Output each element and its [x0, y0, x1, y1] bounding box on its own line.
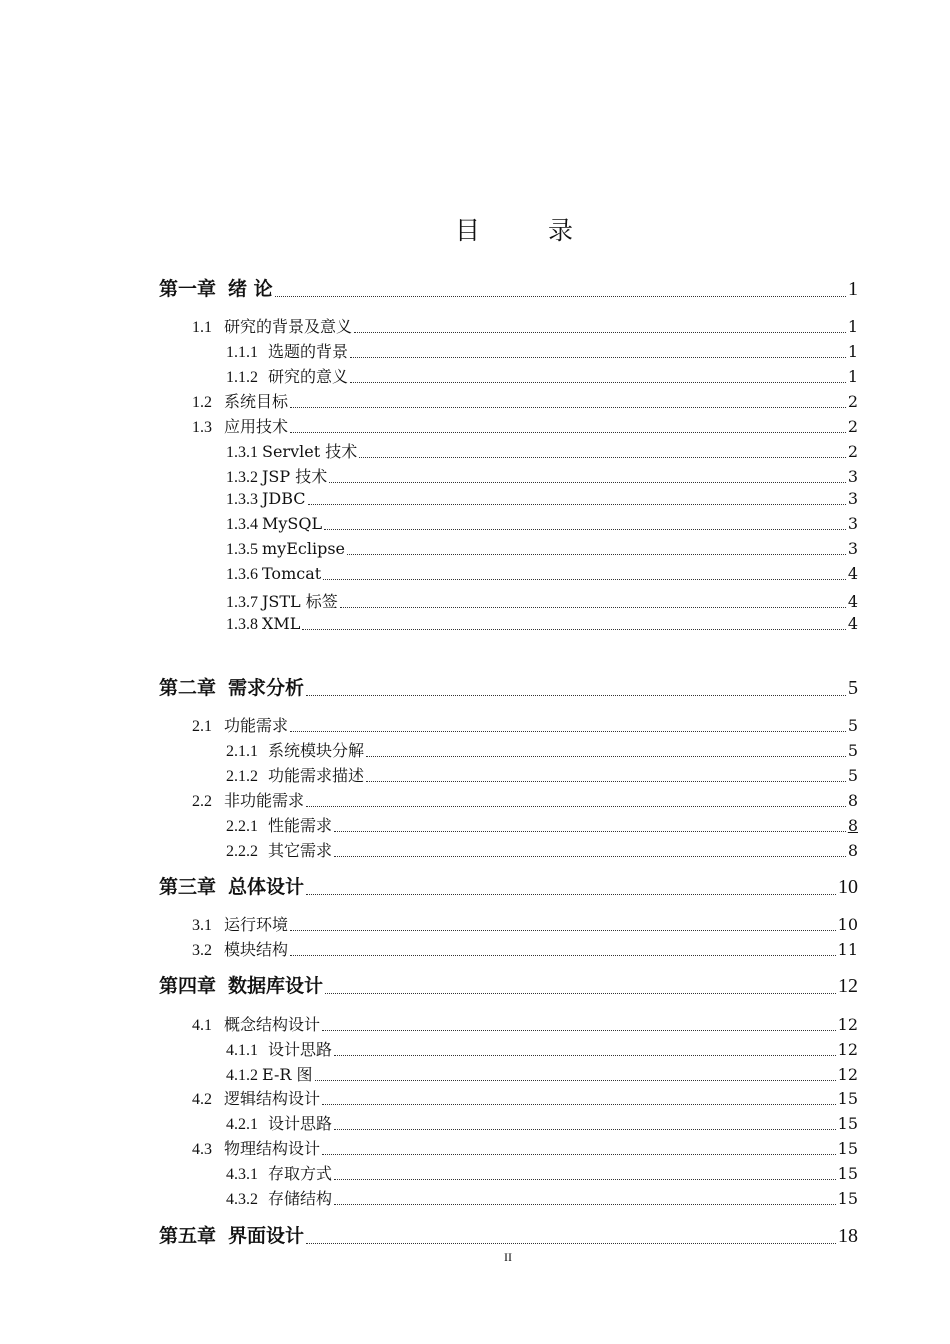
dot-leader: [366, 756, 846, 757]
toc-entry-page: 15: [837, 1114, 858, 1133]
toc-entry-number: 1.1.1: [226, 344, 258, 361]
page-number: II: [504, 1250, 512, 1264]
toc-entry-page: 4: [847, 564, 858, 583]
toc-entry-page: 8: [847, 791, 858, 810]
toc-entry-label: 选题的背景: [268, 342, 349, 361]
toc-entry-page: 8: [847, 841, 858, 860]
toc-section-3-2[interactable]: [192, 937, 858, 960]
toc-entry-label: 功能需求描述: [268, 766, 365, 785]
toc-subsection-4-1-1[interactable]: [226, 1037, 858, 1060]
dot-leader: [290, 930, 836, 931]
toc-subsection-1-3-5[interactable]: [226, 539, 858, 559]
toc-entry-page: 10: [837, 915, 858, 934]
toc-subsection-1-3-2[interactable]: [226, 464, 858, 487]
toc-entry-number: 1.3.8: [226, 616, 258, 633]
toc-subsection-1-1-1[interactable]: [226, 339, 858, 362]
toc-entry-label: JSTL 标签: [262, 592, 338, 611]
toc-entry-page: 5: [847, 741, 858, 760]
toc-entry-label: 存取方式: [268, 1164, 333, 1183]
toc-entry-number: 第三章: [159, 876, 217, 898]
toc-entry-number: 1.3.2: [226, 469, 258, 486]
toc-entry-label: 绪 论: [228, 278, 273, 300]
toc-section-4-1[interactable]: [192, 1012, 858, 1035]
dot-leader: [334, 1055, 836, 1056]
toc-entry-label: 系统目标: [224, 392, 289, 411]
toc-subsection-4-3-1[interactable]: [226, 1161, 858, 1184]
toc-entry-number: 1.1.2: [226, 369, 258, 386]
toc-entry-number: 4.2.1: [226, 1116, 258, 1133]
toc-section-2-1[interactable]: [192, 713, 858, 736]
toc-entry-label: Servlet 技术: [262, 442, 358, 461]
toc-subsection-4-3-2[interactable]: [226, 1186, 858, 1209]
toc-entry-page: 5: [848, 677, 858, 699]
toc-entry-label: E-R 图: [262, 1065, 313, 1084]
toc-entry-label: 系统模块分解: [268, 741, 365, 760]
toc-entry-label: 物理结构设计: [224, 1139, 321, 1158]
toc-subsection-2-2-1[interactable]: [226, 813, 858, 836]
toc-entry-label: Tomcat: [262, 564, 322, 583]
toc-entry-page: 2: [847, 392, 858, 411]
toc-entry-number: 1.3.4: [226, 516, 258, 533]
dot-leader: [347, 554, 846, 555]
toc-entry-label: 界面设计: [228, 1225, 305, 1247]
toc-subsection-1-3-1[interactable]: [226, 439, 858, 462]
toc-entry-page: 5: [847, 766, 858, 785]
dot-leader: [302, 629, 845, 630]
toc-entry-number: 1.2: [192, 394, 212, 411]
dot-leader: [325, 993, 836, 994]
toc-entry-page: 10: [838, 876, 858, 898]
toc-chapter-3[interactable]: [159, 872, 858, 899]
dot-leader: [354, 332, 846, 333]
toc-entry-label: 其它需求: [268, 841, 333, 860]
toc-entry-page: 2: [847, 417, 858, 436]
toc-subsection-1-3-7[interactable]: [226, 589, 858, 612]
toc-subsection-4-1-2[interactable]: [226, 1062, 858, 1085]
toc-entry-number: 2.2.2: [226, 843, 258, 860]
toc-entry-page: 5: [847, 716, 858, 735]
toc-chapter-4[interactable]: [159, 971, 858, 998]
toc-entry-page: 3: [847, 489, 858, 508]
toc-entry-label: 研究的背景及意义: [224, 317, 353, 336]
toc-entry-number: 2.2.1: [226, 818, 258, 835]
toc-entry-page: 15: [837, 1189, 858, 1208]
toc-entry-number: 1.3.5: [226, 541, 258, 558]
toc-entry-label: JDBC: [262, 489, 306, 508]
toc-section-3-1[interactable]: [192, 912, 858, 935]
dot-leader: [334, 1179, 836, 1180]
dot-leader: [306, 894, 836, 895]
dot-leader: [275, 296, 846, 297]
toc-entry-number: 1.3.7: [226, 594, 258, 611]
toc-entry-number: 1.1: [192, 319, 212, 336]
dot-leader: [315, 1080, 836, 1081]
toc-chapter-1[interactable]: [159, 274, 858, 301]
toc-entry-number: 第五章: [159, 1225, 217, 1247]
dot-leader: [334, 1204, 836, 1205]
toc-entry-number: 3.2: [192, 942, 212, 959]
toc-entry-page: 3: [847, 467, 858, 486]
toc-entry-number: 1.3.6: [226, 566, 258, 583]
toc-subsection-1-1-2[interactable]: [226, 364, 858, 387]
toc-subsection-4-2-1[interactable]: [226, 1111, 858, 1134]
toc-entry-number: 2.2: [192, 793, 212, 810]
toc-entry-number: 2.1: [192, 718, 212, 735]
toc-entry-page: 12: [838, 975, 858, 997]
toc-entry-label: 研究的意义: [268, 367, 349, 386]
toc-entry-page: 11: [837, 940, 858, 959]
toc-entry-label: 总体设计: [228, 876, 305, 898]
toc-entry-page: 4: [847, 592, 858, 611]
toc-entry-page: 1: [848, 278, 858, 300]
dot-leader: [290, 432, 846, 433]
dot-leader: [329, 482, 846, 483]
toc-entry-page: 15: [837, 1139, 858, 1158]
toc-entry-label: 功能需求: [224, 716, 289, 735]
dot-leader: [322, 1104, 836, 1105]
toc-entry-number: 4.1.1: [226, 1042, 258, 1059]
toc-entry-number: 4.3.1: [226, 1166, 258, 1183]
dot-leader: [334, 831, 846, 832]
toc-chapter-5[interactable]: [159, 1221, 858, 1248]
toc-entry-label: 非功能需求: [224, 791, 305, 810]
toc-subsection-1-3-3[interactable]: [226, 489, 858, 509]
toc-entry-page: 12: [837, 1015, 858, 1034]
dot-leader: [308, 504, 846, 505]
dot-leader: [323, 579, 846, 580]
toc-entry-page: 2: [847, 442, 858, 461]
dot-leader: [306, 695, 846, 696]
toc-title: 目 录: [455, 216, 603, 245]
toc-entry-number: 第二章: [159, 677, 217, 699]
dot-leader: [350, 382, 846, 383]
toc-entry-page: 3: [847, 539, 858, 558]
dot-leader: [366, 781, 846, 782]
toc-section-2-2[interactable]: [192, 788, 858, 811]
toc-entry-label: 性能需求: [268, 816, 333, 835]
toc-entry-number: 4.3.2: [226, 1191, 258, 1208]
dot-leader: [334, 1129, 836, 1130]
toc-entry-page: 8: [847, 816, 858, 835]
toc-entry-label: 逻辑结构设计: [224, 1089, 321, 1108]
dot-leader: [306, 1243, 836, 1244]
toc-entry-label: 设计思路: [268, 1040, 333, 1059]
dot-leader: [322, 1030, 836, 1031]
toc-entry-label: 需求分析: [228, 677, 305, 699]
toc-entry-label: 运行环境: [224, 915, 289, 934]
toc-entry-number: 1.3.1: [226, 444, 258, 461]
toc-section-4-2[interactable]: [192, 1086, 858, 1109]
toc-chapter-2[interactable]: [159, 673, 858, 700]
toc-entry-number: 3.1: [192, 917, 212, 934]
toc-entry-label: 概念结构设计: [224, 1015, 321, 1034]
toc-entry-number: 1.3.3: [226, 491, 258, 508]
toc-subsection-1-3-8[interactable]: [226, 614, 858, 634]
toc-subsection-1-3-6[interactable]: [226, 564, 858, 584]
dot-leader: [359, 457, 846, 458]
toc-entry-page: 4: [847, 614, 858, 633]
dot-leader: [340, 607, 846, 608]
toc-entry-page: 1: [847, 367, 858, 386]
toc-entry-number: 4.1.2: [226, 1067, 258, 1084]
dot-leader: [324, 529, 846, 530]
toc-subsection-2-1-1[interactable]: [226, 738, 858, 761]
toc-entry-number: 第四章: [159, 975, 217, 997]
toc-subsection-2-2-2[interactable]: [226, 838, 858, 861]
toc-entry-number: 2.1.2: [226, 768, 258, 785]
toc-entry-page: 1: [847, 317, 858, 336]
toc-entry-label: MySQL: [262, 514, 323, 533]
toc-subsection-2-1-2[interactable]: [226, 763, 858, 786]
toc-entry-page: 15: [837, 1164, 858, 1183]
toc-entry-page: 18: [838, 1225, 858, 1247]
dot-leader: [306, 806, 846, 807]
toc-entry-page: 3: [847, 514, 858, 533]
toc-section-4-3[interactable]: [192, 1136, 858, 1159]
toc-entry-label: 模块结构: [224, 940, 289, 959]
toc-section-1-1[interactable]: [192, 314, 858, 337]
toc-entry-number: 4.1: [192, 1017, 212, 1034]
toc-entry-number: 4.3: [192, 1141, 212, 1158]
toc-entry-label: JSP 技术: [262, 467, 328, 486]
toc-entry-number: 1.3: [192, 419, 212, 436]
toc-section-1-3[interactable]: [192, 414, 858, 437]
dot-leader: [350, 357, 846, 358]
toc-section-1-2[interactable]: [192, 389, 858, 412]
dot-leader: [334, 856, 846, 857]
toc-entry-label: 应用技术: [224, 417, 289, 436]
toc-entry-page: 15: [837, 1089, 858, 1108]
toc-entry-number: 第一章: [159, 278, 217, 300]
dot-leader: [290, 731, 846, 732]
toc-entry-label: 存储结构: [268, 1189, 333, 1208]
toc-entry-label: myEclipse: [262, 539, 346, 558]
toc-entry-label: XML: [262, 614, 301, 633]
toc-entry-number: 4.2: [192, 1091, 212, 1108]
toc-entry-page: 12: [837, 1065, 858, 1084]
toc-entry-label: 设计思路: [268, 1114, 333, 1133]
toc-subsection-1-3-4[interactable]: [226, 514, 858, 534]
toc-entry-label: 数据库设计: [228, 975, 324, 997]
dot-leader: [290, 407, 846, 408]
dot-leader: [290, 955, 836, 956]
toc-entry-page: 1: [847, 342, 858, 361]
dot-leader: [322, 1154, 836, 1155]
toc-entry-page: 12: [837, 1040, 858, 1059]
toc-entry-number: 2.1.1: [226, 743, 258, 760]
